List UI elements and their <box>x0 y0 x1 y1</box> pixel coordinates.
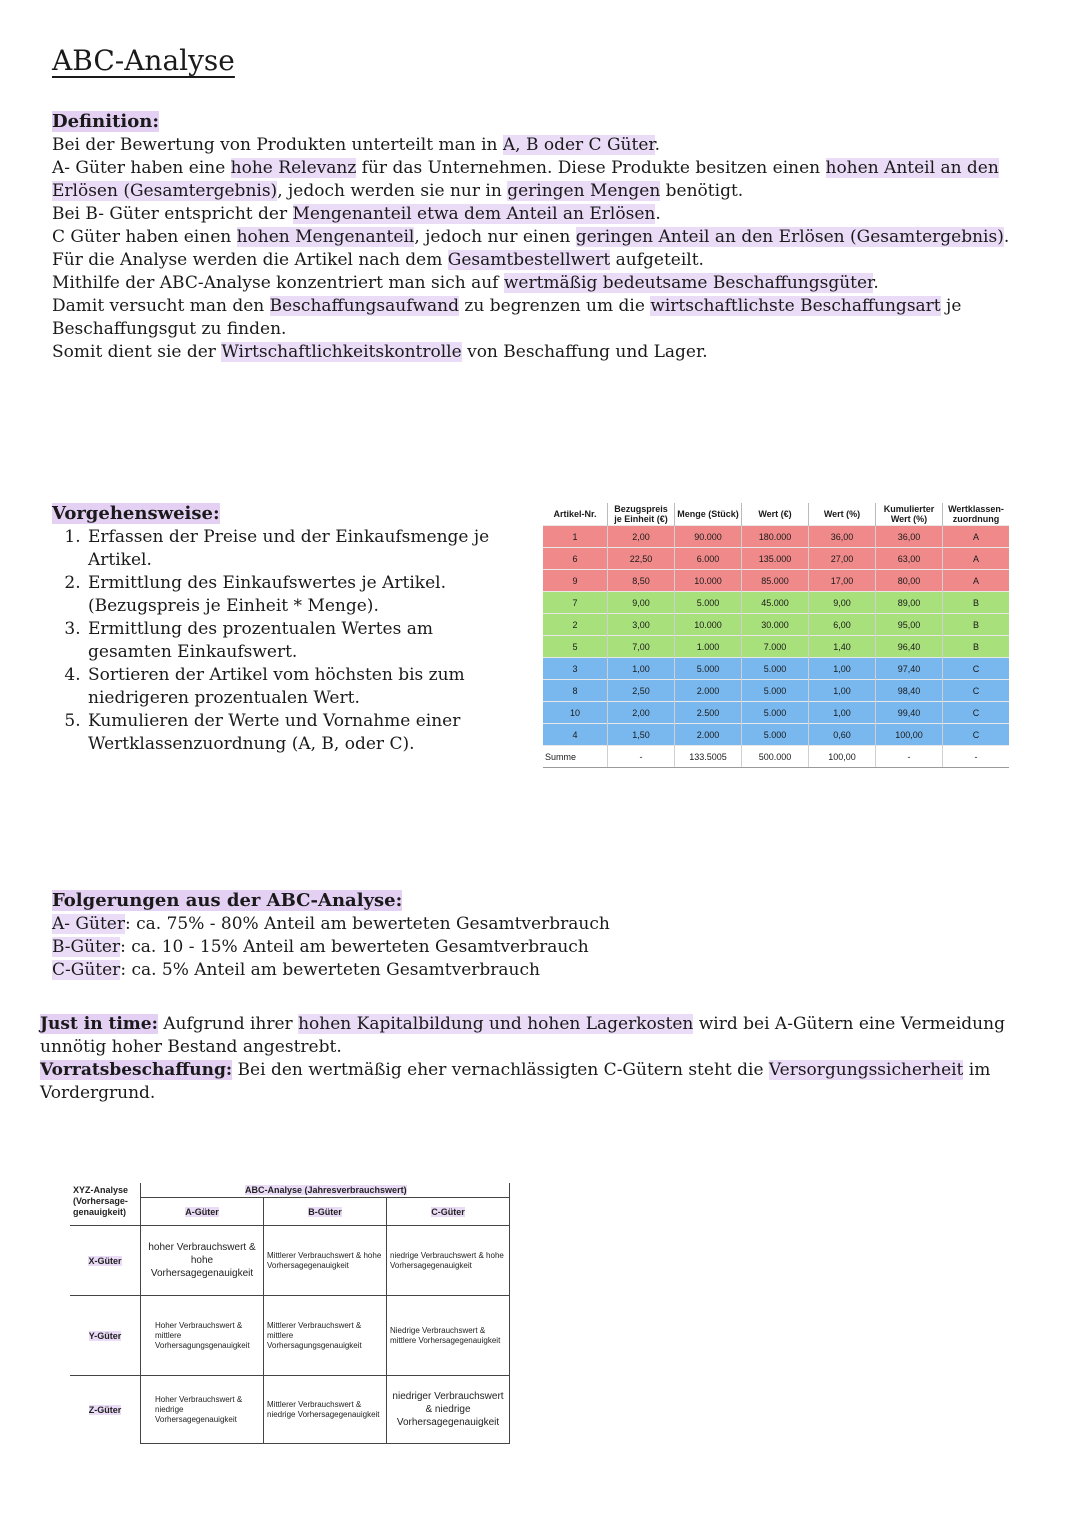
table-cell: 1,40 <box>809 636 876 658</box>
table-cell: 30.000 <box>742 614 809 636</box>
text: . <box>654 135 661 155</box>
definition-line <box>52 134 1012 157</box>
table-cell: A <box>943 526 1010 548</box>
definition-section <box>52 110 1012 364</box>
table-cell: 85.000 <box>742 570 809 592</box>
highlight: hohen Mengenanteil <box>236 227 415 247</box>
jit-label: Just in time: <box>40 1014 158 1034</box>
abc-table-header-row <box>543 503 1009 526</box>
highlight: Mengenanteil etwa dem Anteil an Erlösen <box>292 204 656 224</box>
text: von Beschaffung und Lager. <box>461 342 708 362</box>
xyz-cell: Niedrige Verbrauchswert & mittlere Vorhersagegenauigkeit <box>387 1296 510 1376</box>
xyz-cell: Mittlerer Verbrauchswert & hohe Vorhersagegenauigkeit <box>264 1226 387 1296</box>
text: Bei B- Güter entspricht der <box>52 204 293 224</box>
table-cell: Summe <box>543 746 608 768</box>
table-cell: 100,00 <box>876 724 943 746</box>
text: , jedoch nur einen <box>414 227 576 247</box>
table-cell: B <box>943 636 1010 658</box>
table-cell: - <box>876 746 943 768</box>
table-cell: 98,40 <box>876 680 943 702</box>
table-cell: 5.000 <box>675 592 742 614</box>
column-label: C-Güter <box>431 1206 465 1217</box>
table-cell: 5.000 <box>742 658 809 680</box>
row-header <box>70 1296 141 1376</box>
table-cell: A <box>943 570 1010 592</box>
highlight: Wirtschaftlichkeitskontrolle <box>221 342 462 362</box>
table-cell: A <box>943 548 1010 570</box>
conclusion-line <box>52 913 752 936</box>
table-cell: 7.000 <box>742 636 809 658</box>
conclusions-heading: Folgerungen aus der ABC-Analyse: <box>52 890 403 911</box>
text: Bei der Bewertung von Produkten unterteilt man in <box>52 135 503 155</box>
table-cell: C <box>943 658 1010 680</box>
table-cell: 1,00 <box>608 658 675 680</box>
column-header: Kumulierter Wert (%) <box>876 503 943 526</box>
conclusions-section <box>52 889 752 982</box>
definition-line <box>52 272 1012 295</box>
table-cell: C <box>943 724 1010 746</box>
procedure-section <box>52 502 522 756</box>
text: je Beschaffungsgut zu finden. <box>52 296 962 339</box>
table-cell: 9,00 <box>608 592 675 614</box>
text: Bei den wertmäßig eher vernachlässigten C-Gütern steht die <box>232 1060 769 1080</box>
xyz-row <box>70 1296 510 1376</box>
table-cell: 7,00 <box>608 636 675 658</box>
highlight: Beschaffungsaufwand <box>269 296 459 316</box>
column-header: Menge (Stück) <box>675 503 742 526</box>
text: Mithilfe der ABC-Analyse konzentriert man sich auf <box>52 273 504 293</box>
table-cell: 90.000 <box>675 526 742 548</box>
table-cell: 27,00 <box>809 548 876 570</box>
xyz-cell: hoher Verbrauchswert & hohe Vorhersagegenauigkeit <box>141 1226 264 1296</box>
text: . <box>1003 227 1010 247</box>
table-cell: 3,00 <box>608 614 675 636</box>
table-cell: C <box>943 680 1010 702</box>
table-cell: B <box>943 592 1010 614</box>
abc-header-label: ABC-Analyse (Jahresverbrauchswert) <box>245 1185 407 1196</box>
xyz-cell: Hoher Verbrauchswert & mittlere Vorhersagungsgenauigkeit <box>141 1296 264 1376</box>
highlight: Gesamtbestellwert <box>447 250 611 270</box>
procedure-heading: Vorgehensweise: <box>52 503 220 524</box>
xyz-header-row-1 <box>70 1183 510 1198</box>
table-cell: 80,00 <box>876 570 943 592</box>
row-header <box>70 1226 141 1296</box>
table-cell: 1,50 <box>608 724 675 746</box>
abc-table <box>543 503 1009 768</box>
procedure-step: 2. Ermittlung des Einkaufswertes je Artikel. (Bezugspreis je Einheit * Menge). <box>86 572 522 618</box>
highlight: wertmäßig bedeutsame Beschaffungsgüter <box>503 273 874 293</box>
conclusion-line <box>52 959 752 982</box>
table-row <box>543 570 1009 592</box>
definition-line <box>52 341 1012 364</box>
definition-line <box>52 203 1012 226</box>
table-cell: C <box>943 702 1010 724</box>
table-cell: 36,00 <box>876 526 943 548</box>
xyz-corner: XYZ-Analyse (Vorhersage-genauigkeit) <box>70 1183 141 1226</box>
text: zu begrenzen um die <box>459 296 651 316</box>
text: Aufgrund ihrer <box>157 1014 299 1034</box>
column-header <box>264 1198 387 1226</box>
text: Für die Analyse werden die Artikel nach dem <box>52 250 448 270</box>
table-cell: 10.000 <box>675 570 742 592</box>
table-cell: 63,00 <box>876 548 943 570</box>
table-cell: 95,00 <box>876 614 943 636</box>
table-cell: 96,40 <box>876 636 943 658</box>
xyz-cell: Hoher Verbrauchswert & niedrige Vorhersagegenauigkeit <box>141 1376 264 1444</box>
highlight: geringen Anteil an den Erlösen (Gesamtergebnis) <box>575 227 1004 247</box>
procedure-step: 1. Erfassen der Preise und der Einkaufsmenge je Artikel. <box>86 526 522 572</box>
xyz-row <box>70 1226 510 1296</box>
row-header <box>70 1376 141 1444</box>
text: aufgeteilt. <box>610 250 704 270</box>
table-cell: 6.000 <box>675 548 742 570</box>
conclusion-line <box>52 936 752 959</box>
table-cell: 5 <box>543 636 608 658</box>
highlight: wirtschaftlichste Beschaffungsart <box>650 296 941 316</box>
page-title: ABC-Analyse <box>52 44 235 77</box>
text: im Vordergrund. <box>40 1060 991 1103</box>
table-cell: 6,00 <box>809 614 876 636</box>
table-cell: 9 <box>543 570 608 592</box>
conclusion-label: A- Güter <box>52 914 125 934</box>
highlight: hohen Kapitalbildung und hohen Lagerkosten <box>298 1014 694 1034</box>
xyz-cell: niedrige Verbrauchswert & hohe Vorhersagegenauigkeit <box>387 1226 510 1296</box>
conclusion-label: C-Güter <box>52 960 121 980</box>
procedure-step: 3. Ermittlung des prozentualen Wertes am gesamten Einkaufswert. <box>86 618 522 664</box>
table-cell: 89,00 <box>876 592 943 614</box>
table-cell: 4 <box>543 724 608 746</box>
strategies-section <box>40 1013 1040 1105</box>
column-label: B-Güter <box>308 1206 342 1217</box>
text: benötigt. <box>660 181 744 201</box>
highlight: geringen Mengen <box>507 181 661 201</box>
table-cell: 135.000 <box>742 548 809 570</box>
table-cell: 97,40 <box>876 658 943 680</box>
table-cell: 1 <box>543 526 608 548</box>
table-cell: 2,00 <box>608 526 675 548</box>
table-row <box>543 592 1009 614</box>
table-cell: 5.000 <box>675 658 742 680</box>
conclusion-text: : ca. 75% - 80% Anteil am bewerteten Gesamtverbrauch <box>124 914 610 934</box>
xyz-row <box>70 1376 510 1444</box>
table-cell: 0,60 <box>809 724 876 746</box>
highlight: hohen Anteil an den Erlösen (Gesamtergebnis) <box>52 158 999 201</box>
text: Damit versucht man den <box>52 296 270 316</box>
table-cell: 8 <box>543 680 608 702</box>
text: A- Güter haben eine <box>52 158 231 178</box>
sum-row <box>543 746 1009 768</box>
table-row <box>543 548 1009 570</box>
table-cell: - <box>608 746 675 768</box>
procedure-step: 4. Sortieren der Artikel vom höchsten bis zum niedrigeren prozentualen Wert. <box>86 664 522 710</box>
column-header: Artikel-Nr. <box>553 509 597 519</box>
table-cell: 500.000 <box>742 746 809 768</box>
table-cell: 9,00 <box>809 592 876 614</box>
table-cell: 7 <box>543 592 608 614</box>
table-cell: 180.000 <box>742 526 809 548</box>
table-cell: 17,00 <box>809 570 876 592</box>
jit-paragraph <box>40 1013 1040 1059</box>
definition-heading: Definition: <box>52 111 159 132</box>
column-header: Wert (€) <box>742 503 809 526</box>
xyz-table <box>70 1183 510 1444</box>
text: , jedoch werden sie nur in <box>277 181 508 201</box>
table-cell: 2,50 <box>608 680 675 702</box>
row-label: Z-Güter <box>88 1404 122 1415</box>
definition-line <box>52 226 1012 249</box>
highlight: hohe Relevanz <box>230 158 357 178</box>
table-cell: 100,00 <box>809 746 876 768</box>
conclusion-text: : ca. 10 - 15% Anteil am bewerteten Gesamtverbrauch <box>120 937 589 957</box>
table-cell: 5.000 <box>742 724 809 746</box>
xyz-cell: Mittlerer Verbrauchswert & mittlere Vorhersagungsgenauigkeit <box>264 1296 387 1376</box>
table-row <box>543 526 1009 548</box>
column-header: Bezugspreis je Einheit (€) <box>608 503 675 526</box>
table-cell: 5.000 <box>742 680 809 702</box>
table-cell: 45.000 <box>742 592 809 614</box>
table-cell: 1,00 <box>809 702 876 724</box>
text: . <box>873 273 879 293</box>
vorrat-label: Vorratsbeschaffung: <box>40 1060 233 1080</box>
table-cell: 8,50 <box>608 570 675 592</box>
table-row <box>543 724 1009 746</box>
table-cell: 99,40 <box>876 702 943 724</box>
table-row <box>543 658 1009 680</box>
xyz-cell: Mittlerer Verbrauchswert & niedrige Vorhersagegenauigkeit <box>264 1376 387 1444</box>
table-cell: 1,00 <box>809 658 876 680</box>
column-header: Wert (%) <box>809 503 876 526</box>
highlight: A, B oder C Güter <box>502 135 655 155</box>
text: wird bei A-Gütern eine Vermeidung unnötig hoher Bestand angestrebt. <box>40 1014 1005 1057</box>
table-cell: 36,00 <box>809 526 876 548</box>
table-row <box>543 680 1009 702</box>
column-header <box>141 1198 264 1226</box>
procedure-step: 5. Kumulieren der Werte und Vornahme einer Wertklassenzuordnung (A, B, oder C). <box>86 710 522 756</box>
table-row <box>543 636 1009 658</box>
conclusion-text: : ca. 5% Anteil am bewerteten Gesamtverbrauch <box>120 960 540 980</box>
table-cell: 2 <box>543 614 608 636</box>
row-label: X-Güter <box>88 1255 122 1266</box>
abc-table-body <box>543 526 1009 768</box>
table-cell: 1.000 <box>675 636 742 658</box>
text: . <box>655 204 661 224</box>
definition-line <box>52 157 1012 203</box>
table-row <box>543 702 1009 724</box>
table-cell: B <box>943 614 1010 636</box>
conclusion-label: B-Güter <box>52 937 121 957</box>
table-cell: 2.000 <box>675 680 742 702</box>
table-cell: 2.500 <box>675 702 742 724</box>
table-cell: - <box>943 746 1010 768</box>
vorrat-paragraph <box>40 1059 1040 1105</box>
table-cell: 3 <box>543 658 608 680</box>
table-row <box>543 614 1009 636</box>
column-header <box>387 1198 510 1226</box>
table-cell: 10.000 <box>675 614 742 636</box>
abc-header <box>141 1183 510 1198</box>
table-cell: 1,00 <box>809 680 876 702</box>
xyz-cell: niedriger Verbrauchswert & niedrige Vorhersagegenauigkeit <box>387 1376 510 1444</box>
row-label: Y-Güter <box>88 1330 122 1341</box>
table-cell: 10 <box>543 702 608 724</box>
text: C Güter haben einen <box>52 227 237 247</box>
definition-line <box>52 249 1012 272</box>
definition-line <box>52 295 1012 341</box>
column-label: A-Güter <box>185 1206 219 1217</box>
text: für das Unternehmen. Diese Produkte besitzen einen <box>356 158 826 178</box>
column-header: Wertklassen-zuordnung <box>943 503 1010 526</box>
highlight: Versorgungssicherheit <box>768 1060 964 1080</box>
table-cell: 133.5005 <box>675 746 742 768</box>
table-cell: 2.000 <box>675 724 742 746</box>
table-cell: 2,00 <box>608 702 675 724</box>
text: Somit dient sie der <box>52 342 222 362</box>
table-cell: 5.000 <box>742 702 809 724</box>
table-cell: 22,50 <box>608 548 675 570</box>
table-cell: 6 <box>543 548 608 570</box>
